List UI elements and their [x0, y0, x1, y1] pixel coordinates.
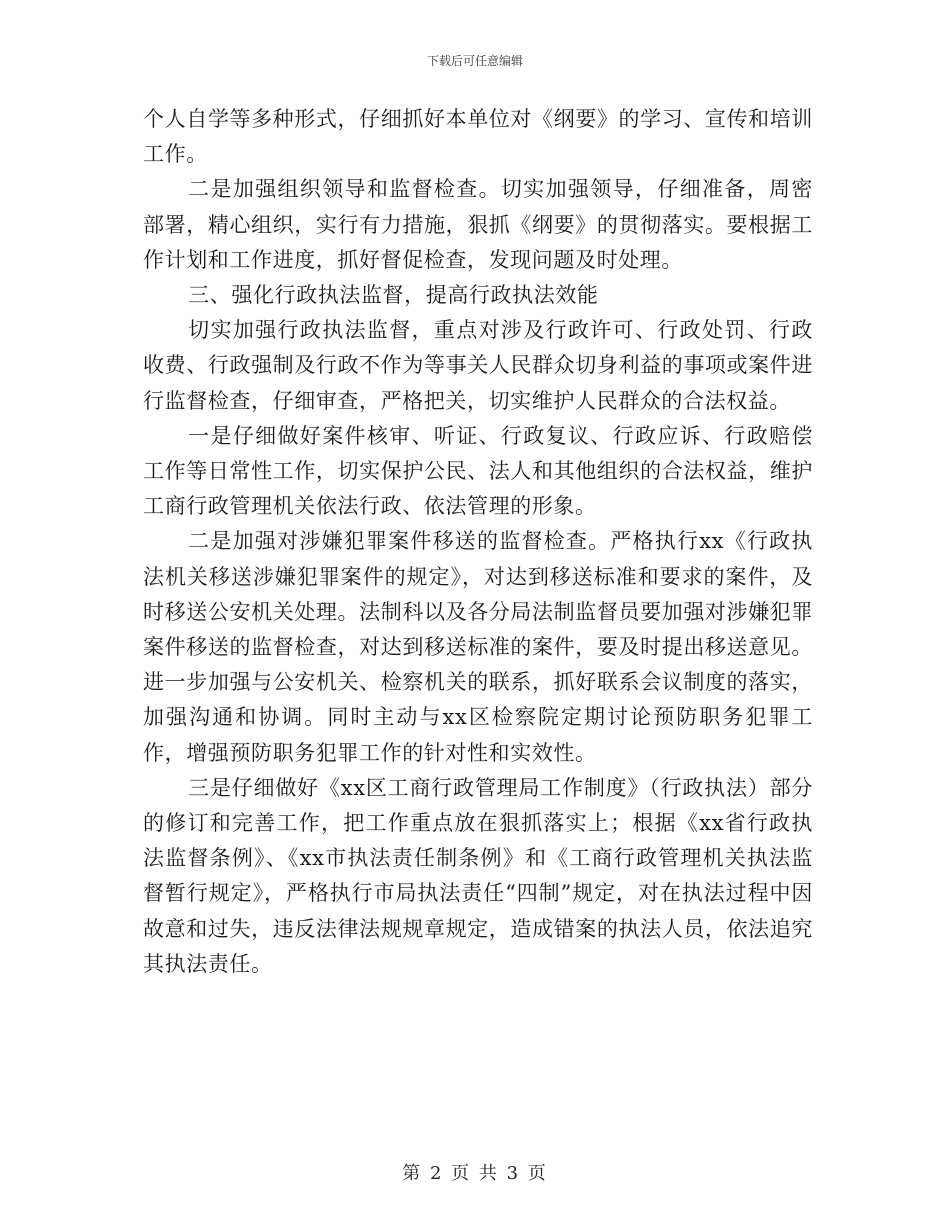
paragraph-continued: 个人自学等多种形式，仔细抓好本单位对《纲要》的学习、宣传和培训工作。: [143, 107, 813, 167]
document-body: [143, 102, 813, 982]
paragraph: 二是加强组织领导和监督检查。切实加强领导，仔细准备，周密部署，精心组织，实行有力措施，狠抓《纲要》的贯彻落实。要根据工作计划和工作进度，抓好督促检查，发现问题及时处理。: [143, 177, 813, 272]
paragraph: 三是仔细做好《xx区工商行政管理局工作制度》（行政执法）部分的修订和完善工作，把工作重点放在狠抓落实上；根据《xx省行政执法监督条例》、《xx市执法责任制条例》和《工商行政管理机关执法监督暂行规定》，严格执行市局执法责任“四制”规定，对在执法过程中因故意和过失，违反法律法规规章规定，造成错案的执法人员，依法追究其执法责任。: [143, 775, 813, 976]
paragraph: 一是仔细做好案件核审、听证、行政复议、行政应诉、行政赔偿工作等日常性工作，切实保护公民、法人和其他组织的合法权益，维护工商行政管理机关依法行政、依法管理的形象。: [143, 423, 813, 519]
section-heading: 三、强化行政执法监督，提高行政执法效能: [188, 283, 599, 308]
paragraph: 切实加强行政执法监督，重点对涉及行政许可、行政处罚、行政收费、行政强制及行政不作为等事关人民群众切身利益的事项或案件进行监督检查，仔细审查，严格把关，切实维护人民群众的合法权益。: [143, 318, 813, 413]
page-footer: 第 2 页 共 3 页: [402, 1163, 548, 1184]
page-header: 下载后可任意编辑: [426, 54, 523, 68]
paragraph: 二是加强对涉嫌犯罪案件移送的监督检查。严格执行xx《行政执法机关移送涉嫌犯罪案件的规定》，对达到移送标准和要求的案件，及时移送公安机关处理。法制科以及各分局法制监督员要加强对涉嫌犯罪案件移送的监督检查，对达到移送标准的案件，要及时提出移送意见。进一步加强与公安机关、检察机关的联系，抓好联系会议制度的落实，加强沟通和协调。同时主动与xx区检察院定期讨论预防职务犯罪工作，增强预防职务犯罪工作的针对性和实效性。: [143, 529, 813, 765]
